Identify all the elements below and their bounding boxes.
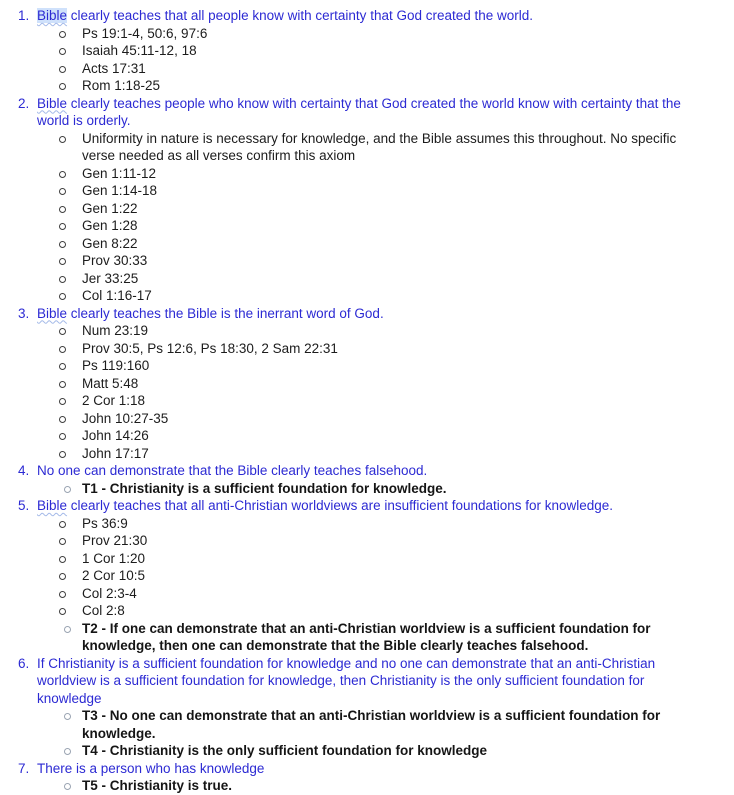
verse-item: [18, 585, 708, 603]
claim-text: [37, 497, 708, 515]
verse-item: [18, 357, 708, 375]
verse-text: Col 2:8: [82, 603, 125, 618]
thesis-text: T4 - Christianity is the only sufficient foundation for knowledge: [82, 743, 488, 758]
verse-text: Ps 119:160: [82, 358, 150, 373]
verse-text: Gen 8:22: [82, 235, 138, 251]
verse-item: [18, 375, 708, 393]
thesis-item-t2: [18, 620, 708, 655]
verse-item: [18, 270, 708, 288]
verse-item: [18, 567, 708, 585]
note-item: [18, 130, 708, 165]
verse-text: John 17:17: [82, 445, 149, 461]
verse-text: Num 23:19: [82, 323, 149, 338]
claim-item-5: [18, 497, 708, 515]
claim-text: [37, 7, 708, 25]
thesis-text: T2 - If one can demonstrate that an anti-Christian worldview is a sufficient foundation for knowledge, then one can demonstrate that the Bible clearly teaches falsehood.: [82, 620, 651, 653]
verse-text: Gen 1:28: [82, 218, 138, 233]
claim-text-rest: clearly teaches that all people know with certainty that God created the world.: [67, 8, 534, 23]
verse-item: [18, 42, 708, 60]
claim-item-2: [18, 95, 708, 130]
circle-bullet-icon: [59, 591, 66, 598]
list-number: 7.: [18, 760, 30, 776]
misspelled-word[interactable]: Bible: [37, 95, 68, 111]
circle-bullet-icon: [59, 556, 66, 563]
thesis-text: T5 - Christianity is true.: [82, 778, 233, 793]
verse-item: [18, 217, 708, 235]
circle-bullet-icon: [59, 433, 66, 440]
claim-item-1: [18, 7, 708, 25]
verse-item: [18, 340, 708, 358]
list-number: 3.: [18, 305, 30, 321]
circle-bullet-icon: [64, 783, 71, 790]
verse-item: [18, 200, 708, 218]
verse-text: Gen 1:14-18: [82, 183, 158, 198]
list-number: 1.: [18, 8, 30, 23]
claim-text: No one can demonstrate that the Bible clearly teaches falsehood.: [37, 463, 428, 478]
verse-text: 2 Cor 10:5: [82, 568, 146, 583]
misspelled-word[interactable]: Bible: [37, 305, 68, 321]
thesis-text: T3 - No one can demonstrate that an anti-Christian worldview is a sufficient foundation for knowledge.: [82, 708, 661, 741]
misspelled-word-highlighted[interactable]: Bible: [37, 8, 68, 23]
circle-bullet-icon: [59, 83, 66, 90]
circle-bullet-icon: [59, 521, 66, 528]
circle-bullet-icon: [59, 223, 66, 230]
claim-text: [37, 95, 708, 130]
circle-bullet-icon: [59, 573, 66, 580]
circle-bullet-icon: [59, 381, 66, 388]
claim-text-rest: clearly teaches people who know with certainty that God created the world know with certainty that the world is orderly.: [37, 95, 681, 128]
verse-text: Prov 30:5, Ps 12:6, Ps 18:30, 2 Sam 22:31: [82, 340, 338, 356]
verse-text: Matt 5:48: [82, 375, 139, 391]
verse-text: Ps 19:1-4, 50:6, 97:6: [82, 25, 208, 41]
circle-bullet-icon: [59, 206, 66, 213]
verse-item: [18, 445, 708, 463]
circle-bullet-icon: [59, 241, 66, 248]
list-number: 2.: [18, 95, 30, 111]
verse-text: John 10:27-35: [82, 410, 169, 426]
verse-text: Ps 36:9: [82, 515, 128, 531]
claim-text: If Christianity is a sufficient foundation for knowledge and no one can demonstrate that an anti-Christian worldview is a sufficient foundation for knowledge, then Christianity is the only sufficient foundation for knowledge: [37, 655, 656, 706]
list-number: 4.: [18, 463, 30, 478]
circle-bullet-icon: [59, 416, 66, 423]
verse-item: [18, 515, 708, 533]
verse-item: [18, 532, 708, 550]
circle-bullet-icon: [59, 538, 66, 545]
claim-item-7: [18, 760, 708, 778]
claim-text-rest: clearly teaches that all anti-Christian worldviews are insufficient foundations for knowledge.: [67, 498, 614, 513]
circle-bullet-icon: [59, 346, 66, 353]
verse-item: [18, 60, 708, 78]
circle-bullet-icon: [59, 451, 66, 458]
claim-text: [37, 305, 708, 323]
circle-bullet-icon: [64, 713, 71, 720]
claim-item-4: [18, 462, 708, 480]
thesis-item-t1: [18, 480, 708, 498]
verse-text: Isaiah 45:11-12, 18: [82, 43, 197, 58]
circle-bullet-icon: [59, 258, 66, 265]
claim-item-3: [18, 305, 708, 323]
thesis-item-t4: [18, 742, 708, 760]
circle-bullet-icon: [59, 398, 66, 405]
list-number: 6.: [18, 655, 30, 671]
circle-bullet-icon: [64, 748, 71, 755]
list-number: 5.: [18, 498, 30, 513]
circle-bullet-icon: [59, 31, 66, 38]
verse-item: [18, 77, 708, 95]
note-text: Uniformity in nature is necessary for knowledge, and the Bible assumes this throughout. No specific verse needed as all verses confirm this axiom: [82, 130, 677, 163]
verse-item: [18, 182, 708, 200]
verse-text: Prov 21:30: [82, 533, 148, 548]
verse-item: [18, 392, 708, 410]
claim-text-rest: clearly teaches the Bible is the inerrant word of God.: [67, 305, 384, 321]
verse-text: Col 1:16-17: [82, 288, 152, 303]
circle-bullet-icon: [64, 486, 71, 493]
verse-text: Rom 1:18-25: [82, 78, 161, 93]
verse-item: [18, 165, 708, 183]
circle-bullet-icon: [59, 48, 66, 55]
misspelled-word[interactable]: Bible: [37, 498, 68, 513]
verse-text: 2 Cor 1:18: [82, 393, 146, 408]
thesis-text: T1 - Christianity is a sufficient foundation for knowledge.: [82, 480, 447, 496]
verse-text: Prov 30:33: [82, 253, 148, 268]
verse-text: 1 Cor 1:20: [82, 550, 146, 566]
circle-bullet-icon: [59, 293, 66, 300]
verse-item: [18, 550, 708, 568]
thesis-item-t5: [18, 777, 708, 795]
verse-item: [18, 322, 708, 340]
circle-bullet-icon: [64, 626, 71, 633]
verse-item: [18, 602, 708, 620]
circle-bullet-icon: [59, 276, 66, 283]
circle-bullet-icon: [59, 328, 66, 335]
verse-item: [18, 427, 708, 445]
verse-text: Col 2:3-4: [82, 585, 137, 601]
circle-bullet-icon: [59, 66, 66, 73]
verse-text: Jer 33:25: [82, 270, 139, 286]
claim-item-6: [18, 655, 708, 708]
thesis-item-t3: [18, 707, 708, 742]
claim-text: There is a person who has knowledge: [37, 760, 265, 776]
verse-item: [18, 410, 708, 428]
circle-bullet-icon: [59, 136, 66, 143]
verse-item: [18, 25, 708, 43]
verse-item: [18, 235, 708, 253]
circle-bullet-icon: [59, 171, 66, 178]
circle-bullet-icon: [59, 188, 66, 195]
verse-item: [18, 252, 708, 270]
verse-item: [18, 287, 708, 305]
circle-bullet-icon: [59, 608, 66, 615]
verse-text: Acts 17:31: [82, 60, 146, 76]
verse-text: Gen 1:11-12: [82, 165, 157, 181]
circle-bullet-icon: [59, 363, 66, 370]
verse-text: John 14:26: [82, 428, 149, 443]
verse-text: Gen 1:22: [82, 200, 138, 216]
